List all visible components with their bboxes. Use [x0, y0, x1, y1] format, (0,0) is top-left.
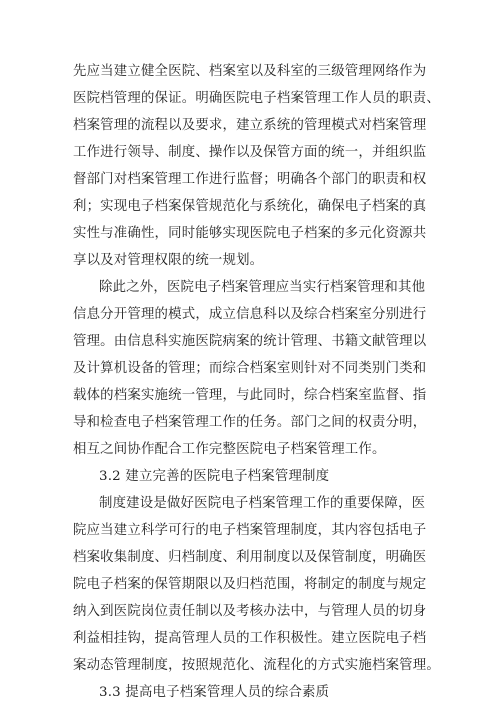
- text-line: 纳入到医院岗位责任制以及考核办法中，与管理人员的切身: [73, 604, 427, 619]
- text-line: 医院档管理的保证。明确医院电子档案管理工作人员的职责、: [73, 91, 440, 106]
- text-line: 院应当建立科学可行的电子档案管理制度，其内容包括电子: [73, 523, 427, 538]
- text-line: 利；实现电子档案保管规范化与系统化，确保电子档案的真: [73, 199, 427, 214]
- text-line: 档案收集制度、归档制度、利用制度以及保管制度，明确医: [73, 550, 427, 565]
- text-line: 相互之间协作配合工作完整医院电子档案管理工作。: [73, 442, 386, 457]
- paragraph-first-line: 制度建设是做好医院电子档案管理工作的重要保障，医: [99, 496, 426, 511]
- text-line: 工作进行领导、制度、操作以及保管方面的统一，并组织监: [73, 145, 427, 160]
- text-line: 档案管理的流程以及要求，建立系统的管理模式对档案管理: [73, 118, 427, 133]
- section-heading-3-3: 3.3 提高电子档案管理人员的综合素质: [99, 685, 330, 700]
- text-line: 督部门对档案管理工作进行监督；明确各个部门的职责和权: [73, 172, 427, 187]
- text-line: 及计算机设备的管理；而综合档案室则针对不同类别门类和: [73, 361, 427, 376]
- section-heading-3-2: 3.2 建立完善的医院电子档案管理制度: [99, 469, 330, 484]
- text-line: 案动态管理制度，按照规范化、流程化的方式实施档案管理。: [73, 658, 440, 673]
- text-line: 先应当建立健全医院、档案室以及科室的三级管理网络作为: [73, 64, 427, 79]
- text-line: 导和检查电子档案管理工作的任务。部门之间的权责分明，: [73, 415, 427, 430]
- text-line: 利益相挂钩，提高管理人员的工作积极性。建立医院电子档: [73, 631, 427, 646]
- paragraph-first-line: 除此之外，医院电子档案管理应当实行档案管理和其他: [99, 280, 426, 295]
- text-line: 实性与准确性，同时能够实现医院电子档案的多元化资源共: [73, 226, 427, 241]
- text-line: 院电子档案的保管期限以及归档范围，将制定的制度与规定: [73, 577, 427, 592]
- text-line: 管理。由信息科实施医院病案的统计管理、书籍文献管理以: [73, 334, 427, 349]
- text-line: 载体的档案实施统一管理，与此同时，综合档案室监督、指: [73, 388, 427, 403]
- text-line: 信息分开管理的模式，成立信息科以及综合档案室分别进行: [73, 307, 427, 322]
- text-line: 享以及对管理权限的统一规划。: [73, 253, 264, 268]
